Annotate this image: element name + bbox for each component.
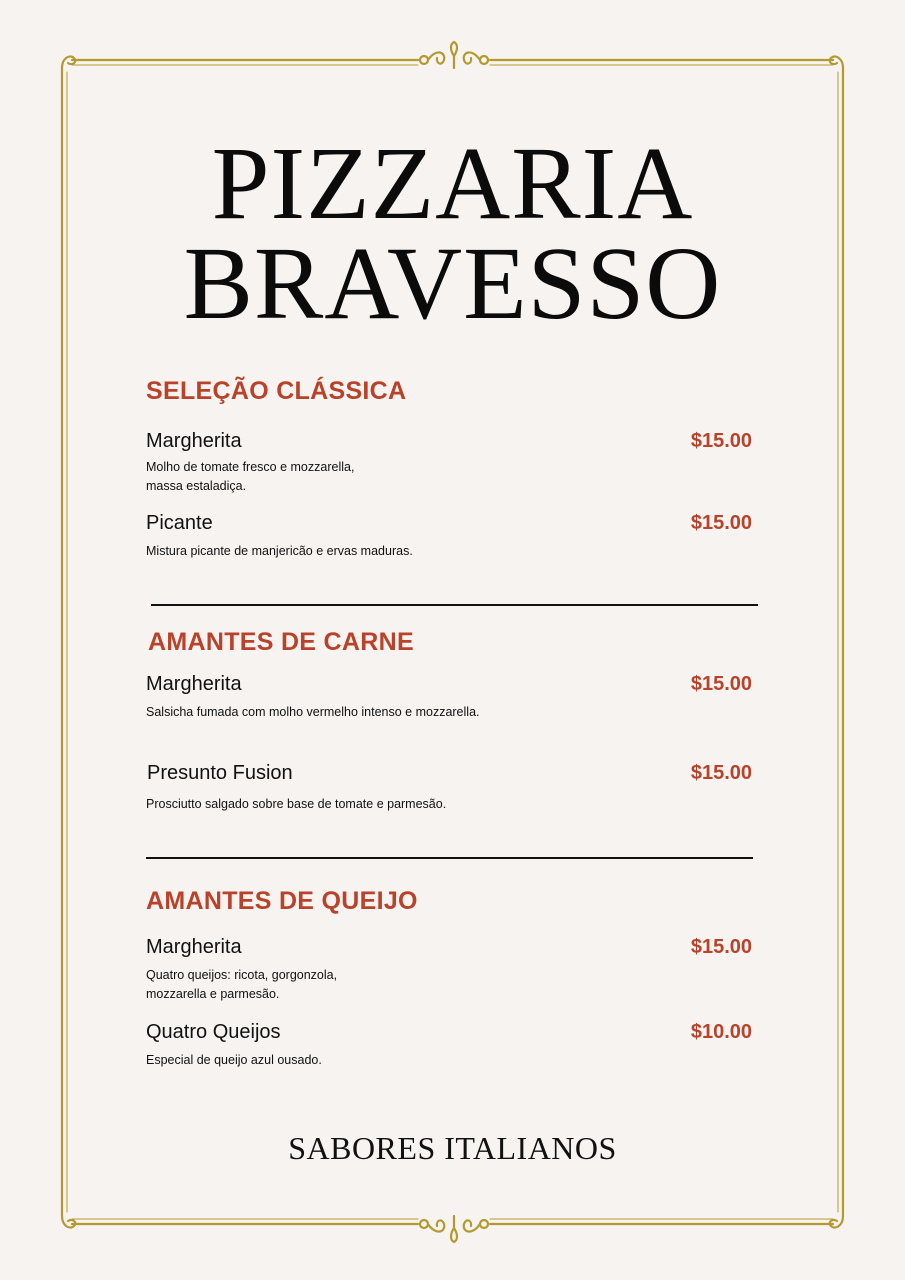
menu-item-description: Salsicha fumada com molho vermelho intenso e mozzarella. [146, 705, 480, 719]
menu-item-price: $15.00 [690, 762, 752, 784]
menu-item-name: Margherita [146, 430, 242, 452]
section-divider [151, 604, 758, 606]
menu-item-price: $15.00 [690, 430, 752, 452]
menu-item-price: $15.00 [690, 673, 752, 695]
footer-tagline: SABORES ITALIANOS [288, 1130, 617, 1166]
restaurant-title-line2: BRAVESSO [183, 226, 722, 341]
menu-item-description: Especial de queijo azul ousado. [146, 1053, 322, 1067]
section-title-amantes-de-queijo: AMANTES DE QUEIJO [146, 887, 418, 915]
description-line: mozzarella e parmesão. [146, 987, 280, 1001]
menu-item-name: Picante [146, 512, 213, 534]
description-line: Quatro queijos: ricota, gorgonzola, [146, 968, 338, 982]
menu-item-name: Margherita [146, 936, 242, 958]
menu-item-price: $15.00 [690, 512, 752, 534]
section-title-selecao-classica: SELEÇÃO CLÁSSICA [146, 377, 407, 405]
menu-item-name: Margherita [146, 673, 242, 695]
menu-item-description [146, 458, 446, 496]
section-title-amantes-de-carne: AMANTES DE CARNE [148, 628, 414, 656]
description-line: Molho de tomate fresco e mozzarella, [146, 460, 355, 474]
restaurant-title-line1: PIZZARIA [211, 126, 694, 241]
menu-item-description: Prosciutto salgado sobre base de tomate e parmesão. [146, 797, 447, 811]
menu-item-name: Quatro Queijos [146, 1021, 281, 1043]
menu-item-price: $15.00 [690, 936, 752, 958]
menu-item-price: $10.00 [690, 1021, 752, 1043]
description-line: massa estaladiça. [146, 479, 247, 493]
menu-item-description: Mistura picante de manjericão e ervas maduras. [146, 544, 413, 558]
menu-item-name: Presunto Fusion [147, 762, 293, 784]
section-divider [146, 857, 753, 859]
menu-item-description [146, 966, 446, 1004]
